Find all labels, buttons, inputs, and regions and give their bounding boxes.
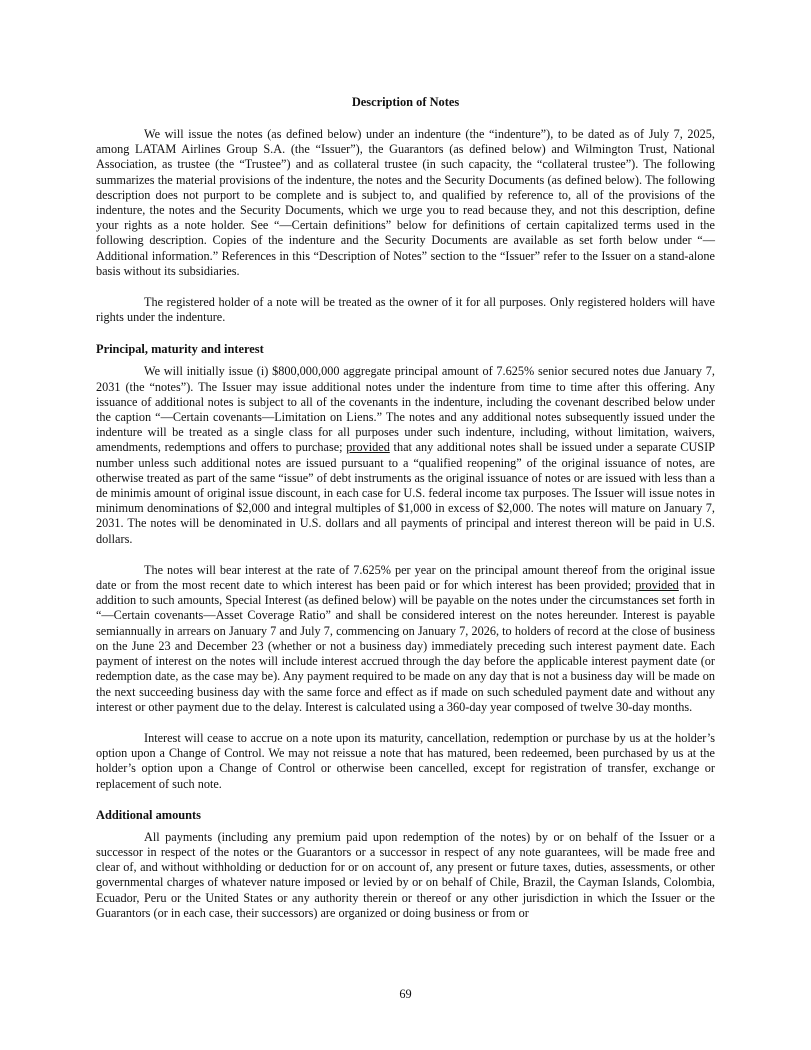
principal-paragraph-2: The notes will bear interest at the rate of 7.625% per year on the principal amount thereof from the original issue date or from the most recent date to which interest has been paid or for which interest has been provided; provided that in addition to such amounts, Special Interest (as defined below) will be payable on the notes under the circumstances set forth in “—Certain covenants—Asset Coverage Ratio” and shall be considered interest on the notes hereunder. Interest is payable semiannually in arrears on January 7 and July 7, commencing on January 7, 2026, to holders of record at the close of business on the June 23 and December 23 (whether or not a business day) immediately preceding such interest payment date. Each payment of interest on the notes will include interest accrued through the day before the applicable interest payment date (or redemption date, as the case may be). Any payment required to be made on any day that is not a business day will be made on the next succeeding business day with the same force and effect as if made on such scheduled payment date and without any interest or other payment due to the delay. Interest is calculated using a 360-day year composed of twelve 30-day months. bbox=[96, 562, 715, 714]
provided-term: provided bbox=[346, 440, 390, 455]
principal-paragraph-3: Interest will cease to accrue on a note upon its maturity, cancellation, redemption or purchase by us at the holder’s option upon a Change of Control. We may not reissue a note that has matured, been redeemed, been purchased by us at the holder’s option upon a Change of Control or otherwise been cancelled, except for registration of transfer, exchange or replacement of such note. bbox=[96, 730, 715, 791]
intro-paragraph-2: The registered holder of a note will be treated as the owner of it for all purposes. Only registered holders will have rights under the indenture. bbox=[96, 295, 715, 325]
section-heading-principal: Principal, maturity and interest bbox=[96, 342, 264, 357]
page-number: 69 bbox=[399, 987, 412, 1001]
section-heading-additional-amounts: Additional amounts bbox=[96, 807, 202, 822]
additional-amounts-paragraph-1: All payments (including any premium paid upon redemption of the notes) by or on behalf of the Issuer or a successor in respect of the notes or the Guarantors or a successor in respect of any note guarantees, will be made free and clear of, and without withholding or deduction for or on account of, any present or future taxes, duties, assessments, or other governmental charges of whatever nature imposed or levied by or on behalf of Chile, Brazil, the Cayman Islands, Colombia, Ecuador, Peru or the United States or any authority therein or thereof or any other jurisdiction in which the Issuer or the Guarantors (or in each case, their successors) are organized or doing business or from or bbox=[96, 829, 715, 920]
provided-term: provided bbox=[635, 578, 679, 593]
document-title: Description of Notes bbox=[351, 95, 460, 109]
intro-paragraph-1: We will issue the notes (as defined below) under an indenture (the “indenture”), to be dated as of July 7, 2025, among LATAM Airlines Group S.A. (the “Issuer”), the Guarantors (as defined below) and Wilmington Trust, National Association, as trustee (the “Trustee”) and as collateral trustee (in such capacity, the “collateral trustee”). The following summarizes the material provisions of the indenture, the notes and the Security Documents (as defined below). The following description does not purport to be complete and is subject to, and qualified by reference to, all of the provisions of the indenture, the notes and the Security Documents, which we urge you to read because they, and not this description, define your rights as a note holder. See “—Certain definitions” below for definitions of certain capitalized terms used in the following description. Copies of the indenture and the Security Documents are available as set forth below under “—Additional information.” References in this “Description of Notes” section to the “Issuer” refer to the Issuer on a stand-alone basis without its subsidiaries. bbox=[96, 127, 715, 278]
principal-paragraph-1: We will initially issue (i) $800,000,000 aggregate principal amount of 7.625% senior secured notes due January 7, 2031 (the “notes”). The Issuer may issue additional notes under the indenture from time to time after this offering. Any issuance of additional notes is subject to all of the covenants in the indenture, including the covenant described below under the caption “—Certain covenants—Limitation on Liens.” The notes and any additional notes subsequently issued under the indenture will be treated as a single class for all purposes under such indenture, including, without limitation, waivers, amendments, redemptions and offers to purchase; provided that any additional notes shall be issued under a separate CUSIP number unless such additional notes are issued pursuant to a “qualified reopening” of the original issuance of notes, are otherwise treated as part of the same “issue” of debt instruments as the original issuance of notes or are issued with less than a de minimis amount of original issue discount, in each case for U.S. federal income tax purposes. The Issuer will issue notes in minimum denominations of $2,000 and integral multiples of $1,000 in excess of $2,000. The notes will mature on January 7, 2031. The notes will be denominated in U.S. dollars and all payments of principal and interest thereon will be paid in U.S. dollars. bbox=[96, 364, 716, 546]
document-page bbox=[96, 94, 715, 937]
